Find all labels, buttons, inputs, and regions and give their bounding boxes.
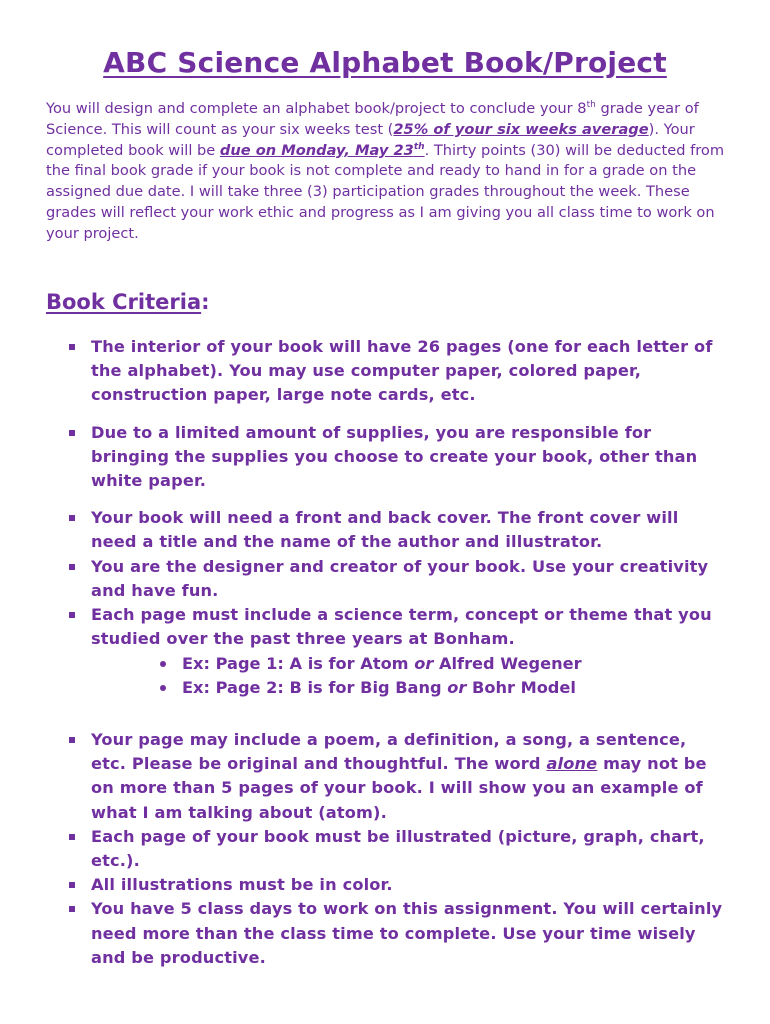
criteria-item-4: You are the designer and creator of your book. Use your creativity and have fun.	[91, 556, 709, 600]
intro-text-3: ). Your completed book will be	[46, 120, 695, 159]
criteria-item-3: Your book will need a front and back cover. The front cover will need a title and the name of the author and illustrator.	[91, 508, 679, 552]
example-2-post: Bohr Model	[466, 678, 576, 698]
list-item	[66, 335, 726, 408]
bullet-square-icon	[69, 737, 75, 743]
example-2-pre: Ex: Page 2: B is for Big Bang	[182, 678, 448, 698]
intro-sup-1: th	[586, 100, 596, 111]
intro-text-1: You will design and complete an alphabet book/project to conclude your 8	[46, 100, 587, 117]
bullet-dot-icon	[160, 661, 166, 667]
intro-sup-2: th	[413, 141, 425, 152]
list-item	[66, 897, 726, 970]
list-item	[66, 506, 726, 554]
criteria-item-1: The interior of your book will have 26 pages (one for each letter of the alphabet). You may use computer paper, colored paper, construction paper, large note cards, etc.	[91, 337, 713, 405]
criteria-heading-colon: :	[201, 290, 210, 314]
bullet-square-icon	[69, 430, 75, 436]
page-title: ABC Science Alphabet Book/Project	[103, 46, 667, 79]
example-item	[158, 652, 582, 676]
list-item	[66, 555, 726, 603]
intro-due-date: due on Monday, May 23	[219, 141, 414, 159]
list-item	[66, 603, 726, 651]
criteria-list-1	[66, 335, 726, 651]
example-item	[158, 676, 582, 700]
bullet-square-icon	[69, 564, 75, 570]
intro-paragraph	[46, 99, 736, 245]
criteria-item-6b: may not be on more than 5 pages of your book. I will show you an example of what I am talking about (atom).	[91, 754, 707, 822]
bullet-square-icon	[69, 612, 75, 618]
intro-weight-emphasis: 25% of your six weeks average	[393, 120, 649, 138]
list-item	[66, 728, 726, 825]
intro-text-2: grade year of Science. This will count as your six weeks test (	[46, 100, 699, 138]
example-1-or: or	[414, 654, 434, 673]
example-1-post: Alfred Wegener	[433, 654, 582, 673]
criteria-item-6a: Your page may include a poem, a definition, a song, a sentence, etc. Please be original and thoughtful. The word	[91, 730, 687, 774]
example-2-or: or	[447, 678, 467, 698]
bullet-dot-icon	[160, 685, 166, 691]
criteria-list-2	[66, 728, 726, 970]
criteria-item-5: Each page must include a science term, concept or theme that you studied over the past three years at Bonham.	[91, 605, 712, 649]
criteria-heading	[46, 290, 210, 314]
criteria-item-2: Due to a limited amount of supplies, you are responsible for bringing the supplies you choose to create your book, other than white paper.	[91, 422, 698, 491]
criteria-item-7: Each page of your book must be illustrated (picture, graph, chart, etc.).	[91, 826, 705, 871]
list-item	[66, 873, 726, 897]
criteria-item-9: You have 5 class days to work on this assignment. You will certainly need more than the class time to complete. Use your time wisely and be productive.	[91, 899, 723, 967]
list-item	[66, 421, 726, 494]
example-1-pre: Ex: Page 1: A is for Atom	[182, 654, 415, 673]
intro-text-4: . Thirty points (30) will be deducted from the final book grade if your book is not complete and ready to hand in for a grade on the assigned due date. I will take three (3) participation grades throughout the week. These grades will reflect your work ethic and progress as I am giving you all class time to work on your project.	[46, 141, 725, 242]
bullet-square-icon	[69, 834, 75, 840]
bullet-square-icon	[69, 882, 75, 888]
criteria-heading-label: Book Criteria	[46, 290, 202, 314]
list-item	[66, 825, 726, 873]
intro-due-date-emphasis	[220, 142, 425, 159]
criteria-item-8: All illustrations must be in color.	[91, 875, 393, 895]
criteria-item-6-alone: alone	[546, 754, 598, 774]
bullet-square-icon	[69, 344, 75, 350]
bullet-square-icon	[69, 906, 75, 912]
examples-list	[158, 652, 582, 700]
bullet-square-icon	[69, 515, 75, 521]
